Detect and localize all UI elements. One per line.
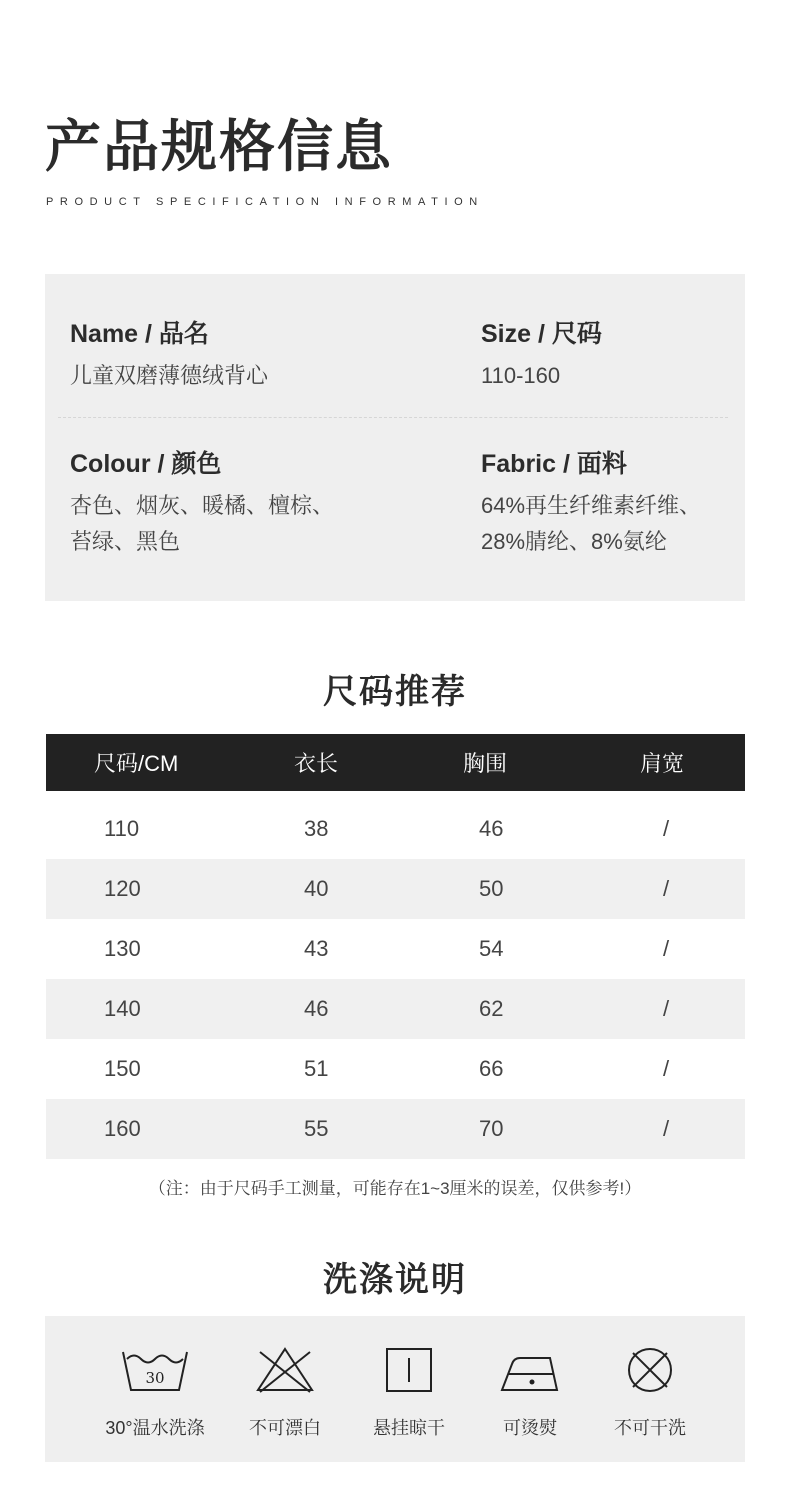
fabric-value-line2: 28%腈纶、8%氨纶 (481, 529, 667, 554)
spec-info-panel (45, 274, 745, 601)
wash-label: 可烫熨 (503, 1418, 557, 1438)
hang-dry-icon (384, 1346, 434, 1394)
cell-size: 130 (104, 936, 141, 961)
cell-size: 120 (104, 876, 141, 901)
colour-value-line1: 杏色、烟灰、暖橘、檀棕、 (70, 493, 335, 518)
cell-shoulder: / (663, 936, 670, 961)
info-divider (58, 417, 728, 418)
cell-chest: 66 (479, 1056, 504, 1081)
colour-label: Colour / 颜色 (70, 450, 222, 478)
table-row (46, 1039, 745, 1099)
no-dry-clean-icon (624, 1346, 676, 1394)
cell-shoulder: / (663, 816, 670, 841)
cell-chest: 50 (479, 876, 504, 901)
cell-chest: 62 (479, 996, 504, 1021)
wash-label: 30°温水洗涤 (105, 1418, 205, 1438)
page-subtitle: PRODUCT SPECIFICATION INFORMATION (46, 196, 484, 208)
cell-size: 110 (104, 816, 140, 841)
table-row (46, 1099, 745, 1159)
size-label: Size / 尺码 (481, 320, 602, 348)
cell-length: 46 (304, 996, 329, 1021)
cell-chest: 46 (479, 816, 504, 841)
wash-30-icon (120, 1346, 190, 1394)
header-shoulder: 肩宽 (640, 751, 685, 776)
cell-shoulder: / (663, 1056, 670, 1081)
table-row (46, 919, 745, 979)
cell-shoulder: / (663, 1116, 670, 1141)
wash-item (225, 1346, 345, 1440)
wash-item (590, 1346, 710, 1440)
fabric-label: Fabric / 面料 (481, 450, 627, 478)
iron-icon (498, 1346, 562, 1394)
header-chest: 胸围 (463, 751, 508, 776)
cell-shoulder: / (663, 996, 670, 1021)
wash-panel (45, 1316, 745, 1462)
no-bleach-icon (254, 1346, 316, 1394)
table-row (46, 979, 745, 1039)
size-value: 110-160 (481, 363, 561, 388)
cell-size: 140 (104, 996, 141, 1021)
table-row (46, 799, 745, 859)
wash-temp-text: 30 (145, 1369, 165, 1387)
fabric-value-line1: 64%再生纤维素纤维、 (481, 493, 702, 518)
cell-length: 38 (304, 816, 329, 841)
cell-size: 160 (104, 1116, 141, 1141)
cell-length: 40 (304, 876, 329, 901)
page-title: 产品规格信息 (45, 115, 393, 178)
wash-section-title: 洗涤说明 (323, 1261, 467, 1299)
size-note: （注：由于尺码手工测量，可能存在1~3厘米的误差，仅供参考!） (148, 1179, 642, 1198)
size-section-title: 尺码推荐 (323, 673, 467, 711)
wash-label: 悬挂晾干 (373, 1418, 445, 1438)
header-length: 衣长 (294, 751, 339, 776)
colour-value-line2: 苔绿、黑色 (70, 529, 181, 554)
cell-length: 55 (304, 1116, 329, 1141)
size-table-header (46, 734, 745, 791)
cell-size: 150 (104, 1056, 141, 1081)
wash-label: 不可漂白 (249, 1418, 321, 1438)
cell-chest: 70 (479, 1116, 504, 1141)
cell-shoulder: / (663, 876, 670, 901)
name-value: 儿童双磨薄德绒背心 (70, 363, 269, 388)
header-size: 尺码/CM (94, 751, 179, 776)
cell-length: 51 (304, 1056, 329, 1081)
wash-label: 不可干洗 (614, 1418, 686, 1438)
cell-length: 43 (304, 936, 329, 961)
size-table (46, 734, 745, 1159)
table-row (46, 859, 745, 919)
cell-chest: 54 (479, 936, 504, 961)
wash-item (349, 1346, 469, 1440)
name-label: Name / 品名 (70, 320, 209, 348)
wash-item (470, 1346, 590, 1440)
wash-item (95, 1346, 215, 1440)
